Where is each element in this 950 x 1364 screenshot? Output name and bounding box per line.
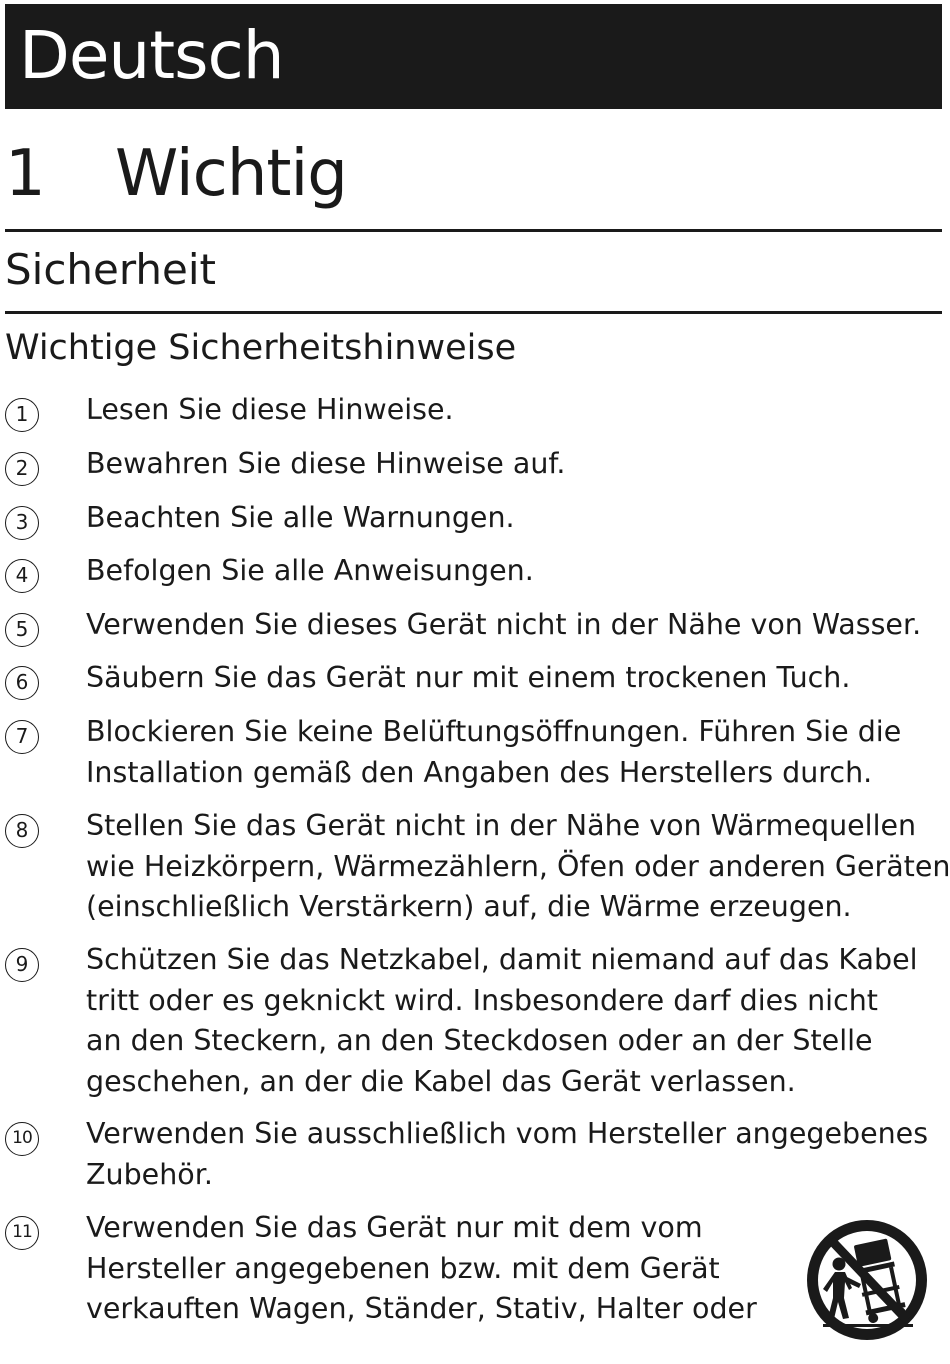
item-text: Befolgen Sie alle Anweisungen. [86, 554, 534, 587]
section-title: Sicherheit [5, 245, 217, 294]
item-number-badge: 10 [5, 1122, 39, 1156]
item-number-badge: 2 [5, 452, 39, 486]
item-number-badge: 6 [5, 666, 39, 700]
item-text: Verwenden Sie dieses Gerät nicht in der Nähe von Wasser. [86, 608, 922, 641]
chapter-heading [5, 128, 942, 232]
item-text: Beachten Sie alle Warnungen. [86, 501, 515, 534]
item-number-badge: 9 [5, 948, 39, 982]
item-text: Säubern Sie das Gerät nur mit einem trockenen Tuch. [86, 661, 851, 694]
item-text: Bewahren Sie diese Hinweise auf. [86, 447, 566, 480]
item-number-badge: 5 [5, 613, 39, 647]
item-text: Blockieren Sie keine Belüftungsöffnungen. Führen Sie die Installation gemäß den Angaben des Herstellers durch. [86, 715, 902, 789]
chapter-number: 1 [5, 137, 46, 211]
subsection-title: Wichtige Sicherheitshinweise [5, 328, 517, 368]
item-number-badge: 1 [5, 398, 39, 432]
item-text: Lesen Sie diese Hinweise. [86, 393, 454, 426]
item-number-badge: 4 [5, 559, 39, 593]
cart-tip-over-warning-icon [805, 1218, 929, 1342]
language-header-bar [5, 4, 942, 109]
item-number-badge: 8 [5, 814, 39, 848]
item-text: Verwenden Sie ausschließlich vom Hersteller angegebenes Zubehör. [86, 1117, 929, 1191]
item-text: Stellen Sie das Gerät nicht in der Nähe von Wärmequellen wie Heizkörpern, Wärmezählern, Öfen oder anderen Geräten (einschließlich Verstärkern) auf, die Wärme erzeugen. [86, 809, 950, 923]
chapter-title: Wichtig [115, 137, 347, 211]
item-number-badge: 7 [5, 720, 39, 754]
language-title: Deutsch [19, 17, 284, 94]
item-text: Verwenden Sie das Gerät nur mit dem vom Hersteller angegebenen bzw. mit dem Gerät verkauften Wagen, Ständer, Stativ, Halter oder [86, 1211, 757, 1325]
section-heading [5, 240, 942, 314]
item-number-badge: 3 [5, 506, 39, 540]
item-number-badge: 11 [5, 1216, 39, 1250]
item-text: Schützen Sie das Netzkabel, damit niemand auf das Kabel tritt oder es geknickt wird. Insbesondere darf dies nicht an den Steckern, an den Steckdosen oder an der Stelle geschehen, an der die Kabel das Gerät verlassen. [86, 943, 918, 1098]
